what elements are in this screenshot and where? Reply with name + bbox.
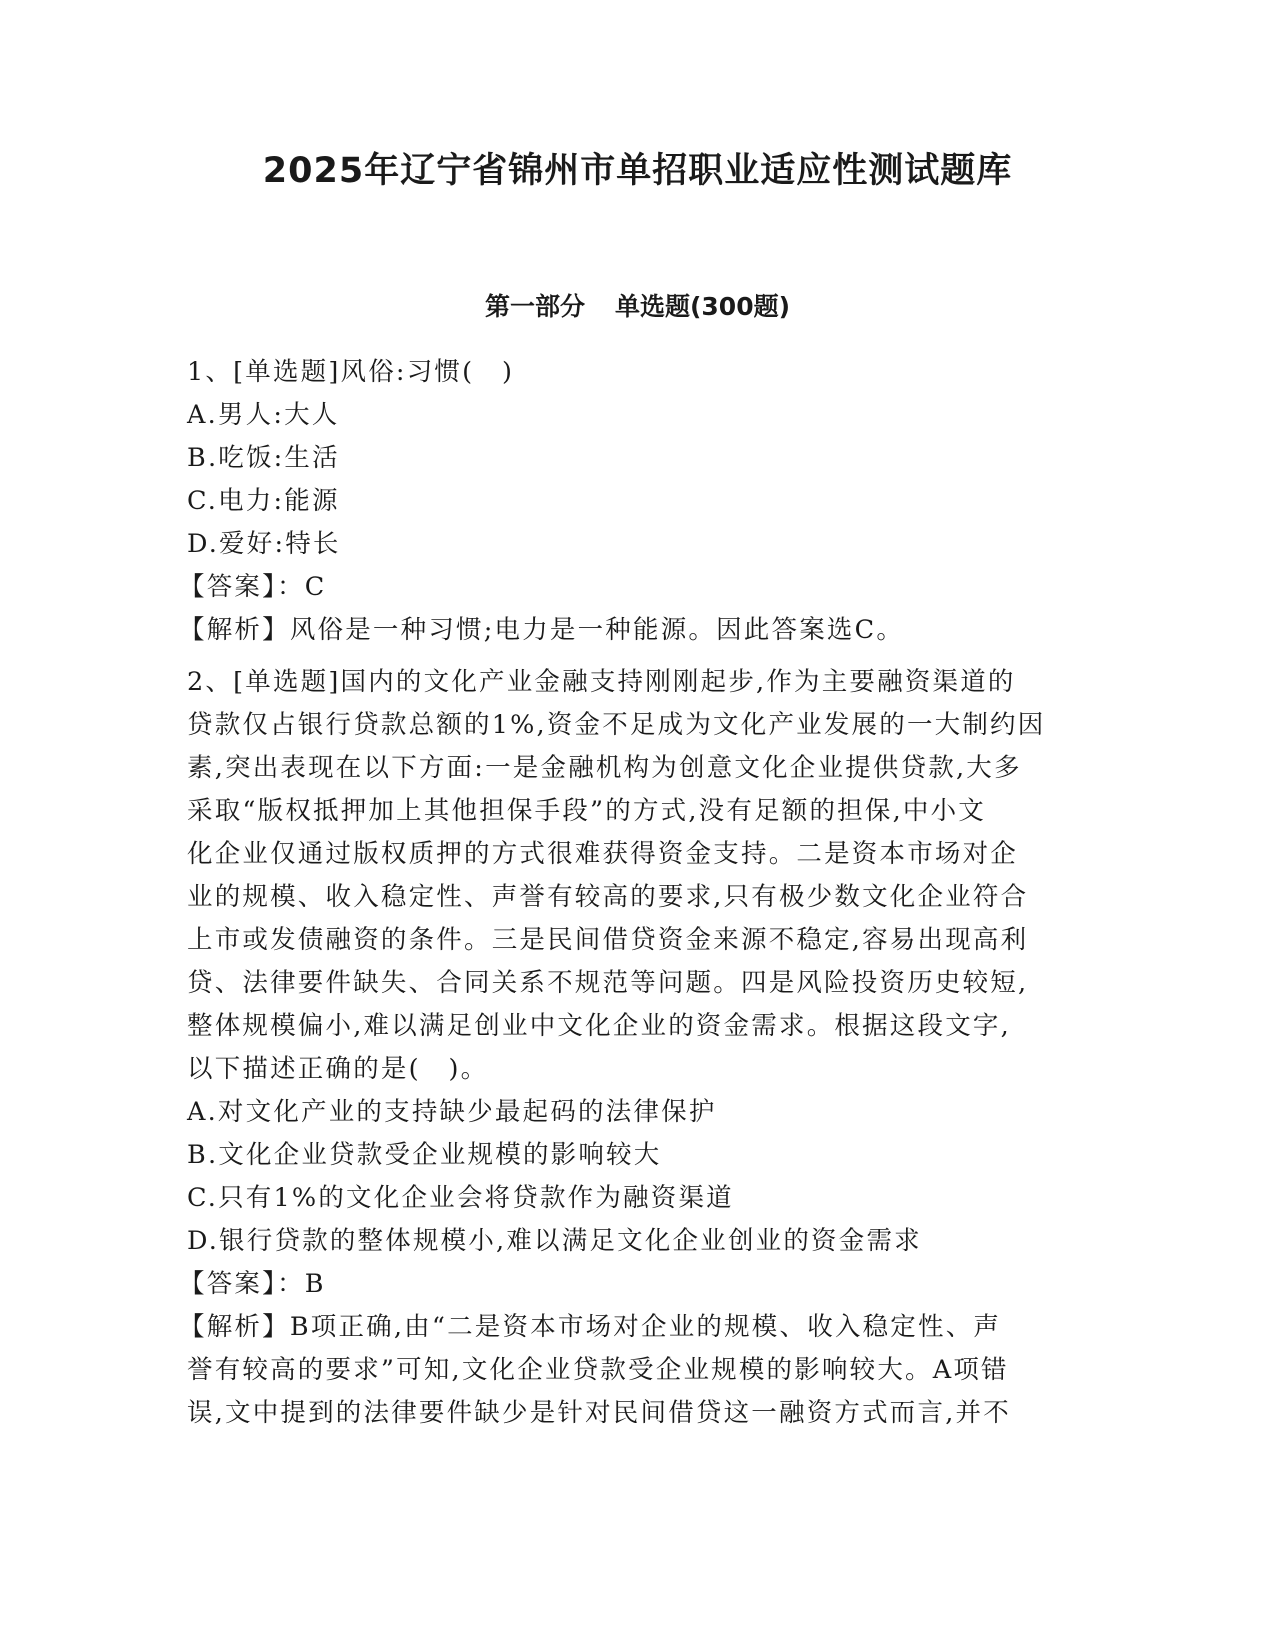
option-a: A.对文化产业的支持缺少最起码的法律保护: [187, 1097, 717, 1127]
analysis-continuation: 误,文中提到的法律要件缺少是针对民间借贷这一融资方式而言,并不: [187, 1398, 1011, 1428]
question-stem-line: 采取“版权抵押加上其他担保手段”的方式,没有足额的担保,中小文: [187, 796, 986, 826]
option-b: B.吃饭:生活: [187, 443, 340, 473]
question-stem-line: 业的规模、收入稳定性、声誉有较高的要求,只有极少数文化企业符合: [187, 882, 1029, 912]
question-stem-line: 上市或发债融资的条件。三是民间借贷资金来源不稳定,容易出现高利: [187, 925, 1029, 955]
question-stem-line: 1、[单选题]风俗:习惯( ): [187, 357, 515, 387]
option-c: C.只有1%的文化企业会将贷款作为融资渠道: [187, 1183, 734, 1213]
answer-value: ：C: [277, 572, 327, 602]
answer-label: 【答案】: [179, 572, 278, 602]
answer-value: ：B: [277, 1269, 326, 1299]
question-stem-line: 化企业仅通过版权质押的方式很难获得资金支持。二是资本市场对企: [187, 839, 1019, 869]
option-c: C.电力:能源: [187, 486, 340, 516]
analysis-label: 【解析】: [179, 1312, 290, 1342]
analysis-label: 【解析】: [179, 615, 290, 645]
section-part: 第一部分: [484, 292, 585, 321]
question-list: [179, 351, 1087, 1444]
question-stem-line: 整体规模偏小,难以满足创业中文化企业的资金需求。根据这段文字,: [187, 1011, 1011, 1041]
question-stem-line: 2、[单选题]国内的文化产业金融支持刚刚起步,作为主要融资渠道的: [187, 667, 1016, 697]
option-a: A.男人:大人: [187, 400, 340, 430]
analysis-text: 风俗是一种习惯;电力是一种能源。因此答案选C。: [289, 615, 905, 645]
question-stem-line: 以下描述正确的是( )。: [187, 1054, 489, 1084]
analysis-line: [179, 609, 1087, 652]
question-stem-line: 贷、法律要件缺失、合同关系不规范等问题。四是风险投资历史较短,: [187, 968, 1029, 998]
question-stem-line: 素,突出表现在以下方面:一是金融机构为创意文化企业提供贷款,大多: [187, 753, 1022, 783]
answer-line: [179, 566, 1087, 609]
document-title: 2025年辽宁省锦州市单招职业适应性测试题库: [262, 151, 1013, 191]
option-d: D.爱好:特长: [187, 529, 341, 559]
section-heading: [0, 290, 1275, 324]
option-d: D.银行贷款的整体规模小,难以满足文化企业创业的资金需求: [187, 1226, 922, 1256]
question-1: [179, 351, 1087, 652]
answer-line: [179, 1263, 1087, 1306]
answer-label: 【答案】: [179, 1269, 278, 1299]
question-stem-line: 贷款仅占银行贷款总额的1%,资金不足成为文化产业发展的一大制约因: [187, 710, 1046, 740]
section-name: 单选题(300题): [614, 292, 791, 321]
analysis-line: [179, 1306, 1087, 1349]
question-2: [179, 661, 1087, 1435]
analysis-continuation: 誉有较高的要求”可知,文化企业贷款受企业规模的影响较大。A项错: [187, 1355, 1009, 1385]
analysis-text: B项正确,由“二是资本市场对企业的规模、收入稳定性、声: [289, 1312, 1002, 1342]
option-b: B.文化企业贷款受企业规模的影响较大: [187, 1140, 662, 1170]
